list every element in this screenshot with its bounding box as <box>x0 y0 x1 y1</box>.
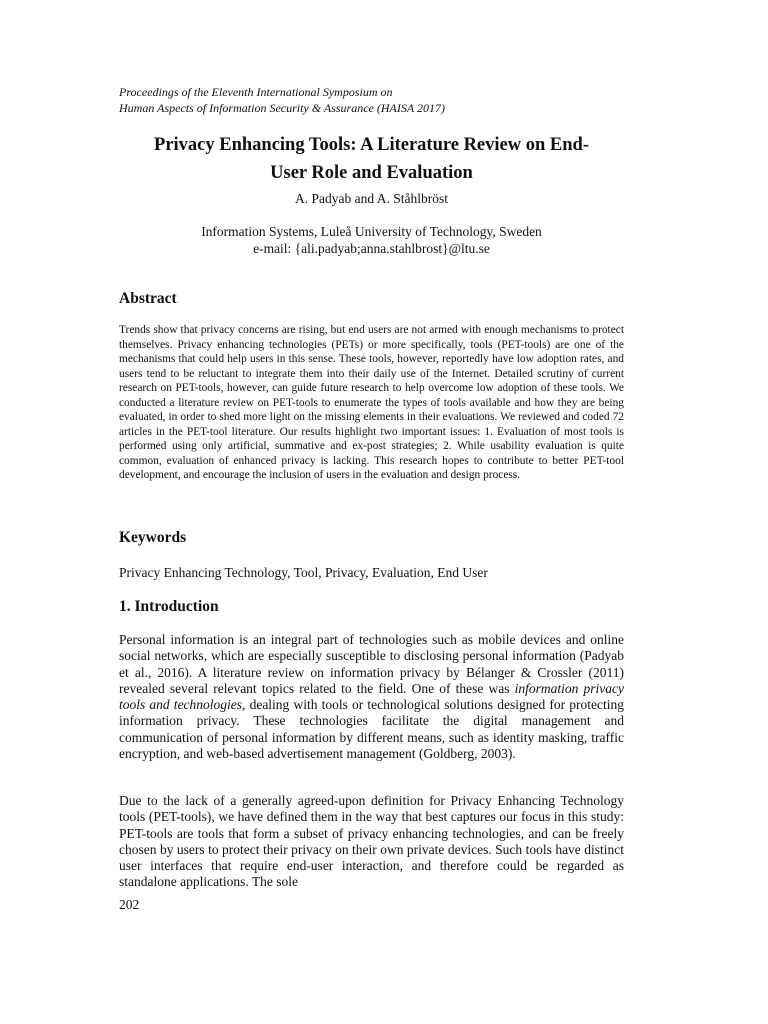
paragraph-text: , dealing with tools or technological solutions designed for protecting information privacy. These technologies facilitate the digital management and communication of personal information by different means, such as identity masking, traffic encryption, and web-based advertisement management (Goldberg, 2003). <box>119 697 624 762</box>
affiliation-line: Information Systems, Luleå University of Technology, Sweden <box>201 224 542 239</box>
proceedings-header <box>119 84 624 116</box>
introduction-paragraph-1 <box>119 632 624 762</box>
keywords-text: Privacy Enhancing Technology, Tool, Privacy, Evaluation, End User <box>119 565 488 580</box>
title-line-2: User Role and Evaluation <box>270 163 473 183</box>
keywords-heading: Keywords <box>119 529 187 546</box>
email-line: e-mail: {ali.padyab;anna.stahlbrost}@ltu.se <box>253 241 490 256</box>
title-line-1: Privacy Enhancing Tools: A Literature Review on End- <box>154 135 589 155</box>
introduction-paragraph-2: Due to the lack of a generally agreed-upon definition for Privacy Enhancing Technology tools (PET-tools), we have defined them in the way that best captures our focus in this study: PET-tools are tools that form a subset of privacy enhancing technologies, and can be freely chosen by users to protect their privacy on their own private devices. Such tools have distinct user interfaces that require end-user interaction, and therefore could be regarded as standalone applications. The sole <box>119 793 624 890</box>
paper-title <box>119 131 624 187</box>
introduction-heading: 1. Introduction <box>119 598 219 615</box>
proceedings-line-1: Proceedings of the Eleventh International Symposium on <box>119 85 393 99</box>
proceedings-line-2: Human Aspects of Information Security & Assurance (HAISA 2017) <box>119 101 445 115</box>
paragraph-emphasis: information privacy tools and technologies <box>119 680 624 713</box>
page-number: 202 <box>119 897 140 912</box>
abstract-text: Trends show that privacy concerns are rising, but end users are not armed with enough mechanisms to protect themselves. Privacy enhancing technologies (PETs) or more specifically, tools (PET-tools) are one of the mechanisms that could help users in this sense. These tools, however, reportedly have low adoption rates, and users tend to be reluctant to integrate them into their daily use of the Internet. Detailed scrutiny of current research on PET-tools, however, can guide future research to help overcome low adoption of these tools. We conducted a literature review on PET-tools to enumerate the types of tools available and how they are being evaluated, in order to shed more light on the missing elements in their evaluations. We reviewed and coded 72 articles in the PET-tool literature. Our results highlight two important issues: 1. Evaluation of most tools is performed using only artificial, summative and ex-post strategies; 2. While usability evaluation is quite common, evaluation of enhanced privacy is lacking. This research hopes to contribute to better PET-tool development, and encourage the inclusion of users in the evaluation and design process. <box>119 324 624 481</box>
paragraph-text: Personal information is an integral part of technologies such as mobile devices and online social networks, which are especially susceptible to disclosing personal information (Padyab et al., 2016). A literature review on information privacy by Bélanger & Crossler (2011) revealed several relevant topics related to the field. One of these was <box>119 632 624 696</box>
abstract-heading: Abstract <box>119 290 177 307</box>
authors: A. Padyab and A. Ståhlbröst <box>295 191 448 206</box>
affiliation <box>119 223 624 257</box>
